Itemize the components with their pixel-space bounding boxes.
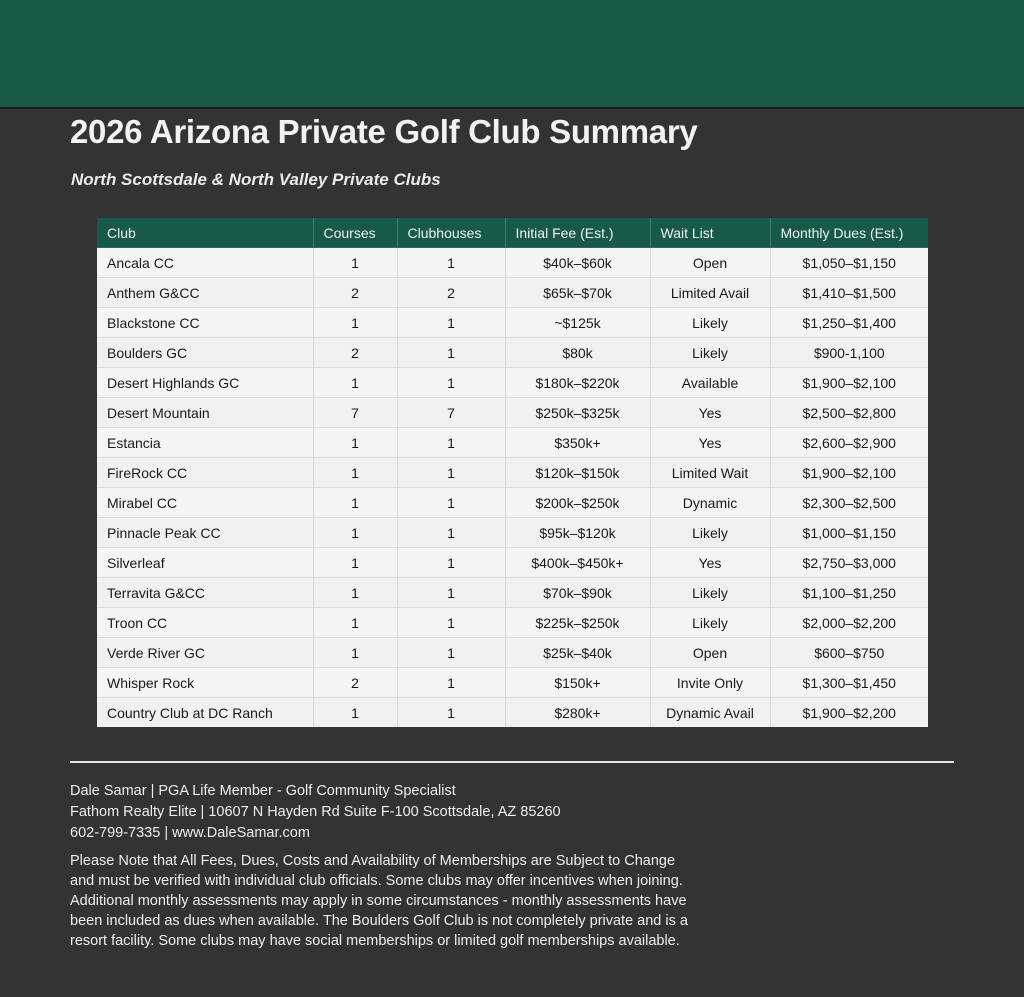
cell-courses: 1 <box>313 308 397 338</box>
table-row <box>97 488 928 518</box>
column-header-wait-list: Wait List <box>650 218 770 248</box>
cell-courses: 1 <box>313 248 397 278</box>
cell-initial-fee: $225k–$250k <box>505 608 650 638</box>
cell-courses: 1 <box>313 488 397 518</box>
cell-wait-list: Likely <box>650 608 770 638</box>
cell-courses: 2 <box>313 278 397 308</box>
table-row <box>97 578 928 608</box>
cell-wait-list: Likely <box>650 308 770 338</box>
cell-clubhouses: 1 <box>397 518 505 548</box>
cell-wait-list: Likely <box>650 338 770 368</box>
cell-courses: 1 <box>313 428 397 458</box>
cell-initial-fee: $80k <box>505 338 650 368</box>
disclaimer-note: Please Note that All Fees, Dues, Costs and Availability of Memberships are Subject to Change and must be verified with individual club officials. Some clubs may offer incentives when joining. Additional monthly assessments may apply in some circumstances - monthly assessments have been included as dues when available. The Boulders Golf Club is not completely private and is a resort facility. Some clubs may have social memberships or limited golf memberships available. <box>70 853 688 949</box>
cell-clubhouses: 1 <box>397 308 505 338</box>
cell-monthly-dues: $1,410–$1,500 <box>770 278 928 308</box>
cell-courses: 2 <box>313 338 397 368</box>
cell-wait-list: Dynamic Avail <box>650 698 770 728</box>
cell-clubhouses: 1 <box>397 578 505 608</box>
page-title: 2026 Arizona Private Golf Club Summary <box>70 113 698 150</box>
cell-clubhouses: 1 <box>397 668 505 698</box>
table-row <box>97 608 928 638</box>
cell-monthly-dues: $1,900–$2,100 <box>770 458 928 488</box>
table-row <box>97 638 928 668</box>
cell-initial-fee: $400k–$450k+ <box>505 548 650 578</box>
cell-courses: 1 <box>313 518 397 548</box>
cell-monthly-dues: $1,900–$2,200 <box>770 698 928 728</box>
cell-club: Terravita G&CC <box>97 578 313 608</box>
cell-wait-list: Likely <box>650 518 770 548</box>
cell-initial-fee: ~$125k <box>505 308 650 338</box>
cell-courses: 1 <box>313 578 397 608</box>
table-row <box>97 368 928 398</box>
cell-club: Desert Highlands GC <box>97 368 313 398</box>
cell-wait-list: Yes <box>650 428 770 458</box>
table-row <box>97 338 928 368</box>
cell-monthly-dues: $2,750–$3,000 <box>770 548 928 578</box>
table-header-row <box>97 218 928 248</box>
cell-wait-list: Dynamic <box>650 488 770 518</box>
cell-club: Pinnacle Peak CC <box>97 518 313 548</box>
cell-clubhouses: 1 <box>397 548 505 578</box>
cell-monthly-dues: $1,050–$1,150 <box>770 248 928 278</box>
cell-club: Mirabel CC <box>97 488 313 518</box>
cell-club: Verde River GC <box>97 638 313 668</box>
table-row <box>97 398 928 428</box>
cell-wait-list: Available <box>650 368 770 398</box>
cell-clubhouses: 1 <box>397 698 505 728</box>
cell-initial-fee: $40k–$60k <box>505 248 650 278</box>
cell-initial-fee: $95k–$120k <box>505 518 650 548</box>
cell-club: Country Club at DC Ranch <box>97 698 313 728</box>
cell-initial-fee: $150k+ <box>505 668 650 698</box>
cell-initial-fee: $250k–$325k <box>505 398 650 428</box>
contact-name-line: Dale Samar | PGA Life Member - Golf Community Specialist <box>70 783 456 799</box>
cell-courses: 1 <box>313 368 397 398</box>
cell-initial-fee: $280k+ <box>505 698 650 728</box>
table-row <box>97 428 928 458</box>
cell-clubhouses: 1 <box>397 248 505 278</box>
cell-initial-fee: $180k–$220k <box>505 368 650 398</box>
cell-courses: 1 <box>313 638 397 668</box>
table-row <box>97 668 928 698</box>
cell-monthly-dues: $1,300–$1,450 <box>770 668 928 698</box>
cell-wait-list: Limited Wait <box>650 458 770 488</box>
cell-wait-list: Yes <box>650 398 770 428</box>
header-band <box>0 0 1024 109</box>
cell-wait-list: Invite Only <box>650 668 770 698</box>
table-row <box>97 698 928 728</box>
column-header-clubhouses: Clubhouses <box>397 218 505 248</box>
cell-courses: 7 <box>313 398 397 428</box>
page-subtitle: North Scottsdale & North Valley Private Clubs <box>71 170 441 189</box>
cell-initial-fee: $120k–$150k <box>505 458 650 488</box>
table-row <box>97 278 928 308</box>
cell-club: FireRock CC <box>97 458 313 488</box>
cell-club: Troon CC <box>97 608 313 638</box>
cell-courses: 1 <box>313 458 397 488</box>
club-summary-table <box>97 218 928 727</box>
cell-monthly-dues: $1,250–$1,400 <box>770 308 928 338</box>
cell-clubhouses: 1 <box>397 428 505 458</box>
column-header-courses: Courses <box>313 218 397 248</box>
cell-courses: 1 <box>313 608 397 638</box>
cell-wait-list: Yes <box>650 548 770 578</box>
cell-club: Estancia <box>97 428 313 458</box>
column-header-initial-fee: Initial Fee (Est.) <box>505 218 650 248</box>
cell-initial-fee: $25k–$40k <box>505 638 650 668</box>
cell-club: Whisper Rock <box>97 668 313 698</box>
cell-courses: 2 <box>313 668 397 698</box>
cell-monthly-dues: $2,600–$2,900 <box>770 428 928 458</box>
contact-block <box>70 781 561 844</box>
cell-monthly-dues: $2,500–$2,800 <box>770 398 928 428</box>
contact-address-line: Fathom Realty Elite | 10607 N Hayden Rd Suite F-100 Scottsdale, AZ 85260 <box>70 804 561 820</box>
table-row <box>97 308 928 338</box>
cell-clubhouses: 1 <box>397 368 505 398</box>
table-body <box>97 248 928 728</box>
cell-wait-list: Open <box>650 638 770 668</box>
cell-monthly-dues: $2,000–$2,200 <box>770 608 928 638</box>
cell-club: Boulders GC <box>97 338 313 368</box>
cell-initial-fee: $65k–$70k <box>505 278 650 308</box>
column-header-club: Club <box>97 218 313 248</box>
cell-clubhouses: 1 <box>397 338 505 368</box>
footer-divider <box>70 761 954 763</box>
cell-club: Blackstone CC <box>97 308 313 338</box>
cell-initial-fee: $200k–$250k <box>505 488 650 518</box>
cell-wait-list: Open <box>650 248 770 278</box>
cell-club: Anthem G&CC <box>97 278 313 308</box>
column-header-monthly-dues: Monthly Dues (Est.) <box>770 218 928 248</box>
cell-wait-list: Limited Avail <box>650 278 770 308</box>
cell-initial-fee: $70k–$90k <box>505 578 650 608</box>
cell-clubhouses: 1 <box>397 608 505 638</box>
cell-monthly-dues: $2,300–$2,500 <box>770 488 928 518</box>
cell-clubhouses: 2 <box>397 278 505 308</box>
contact-phone-web-line: 602-799-7335 | www.DaleSamar.com <box>70 825 310 841</box>
cell-monthly-dues: $600–$750 <box>770 638 928 668</box>
cell-courses: 1 <box>313 548 397 578</box>
cell-club: Silverleaf <box>97 548 313 578</box>
cell-monthly-dues: $1,900–$2,100 <box>770 368 928 398</box>
cell-club: Ancala CC <box>97 248 313 278</box>
table-row <box>97 248 928 278</box>
cell-monthly-dues: $900-1,100 <box>770 338 928 368</box>
cell-clubhouses: 1 <box>397 488 505 518</box>
table-row <box>97 548 928 578</box>
cell-courses: 1 <box>313 698 397 728</box>
cell-monthly-dues: $1,100–$1,250 <box>770 578 928 608</box>
cell-clubhouses: 1 <box>397 458 505 488</box>
cell-club: Desert Mountain <box>97 398 313 428</box>
cell-clubhouses: 7 <box>397 398 505 428</box>
table-row <box>97 518 928 548</box>
cell-initial-fee: $350k+ <box>505 428 650 458</box>
cell-monthly-dues: $1,000–$1,150 <box>770 518 928 548</box>
table-row <box>97 458 928 488</box>
cell-clubhouses: 1 <box>397 638 505 668</box>
cell-wait-list: Likely <box>650 578 770 608</box>
